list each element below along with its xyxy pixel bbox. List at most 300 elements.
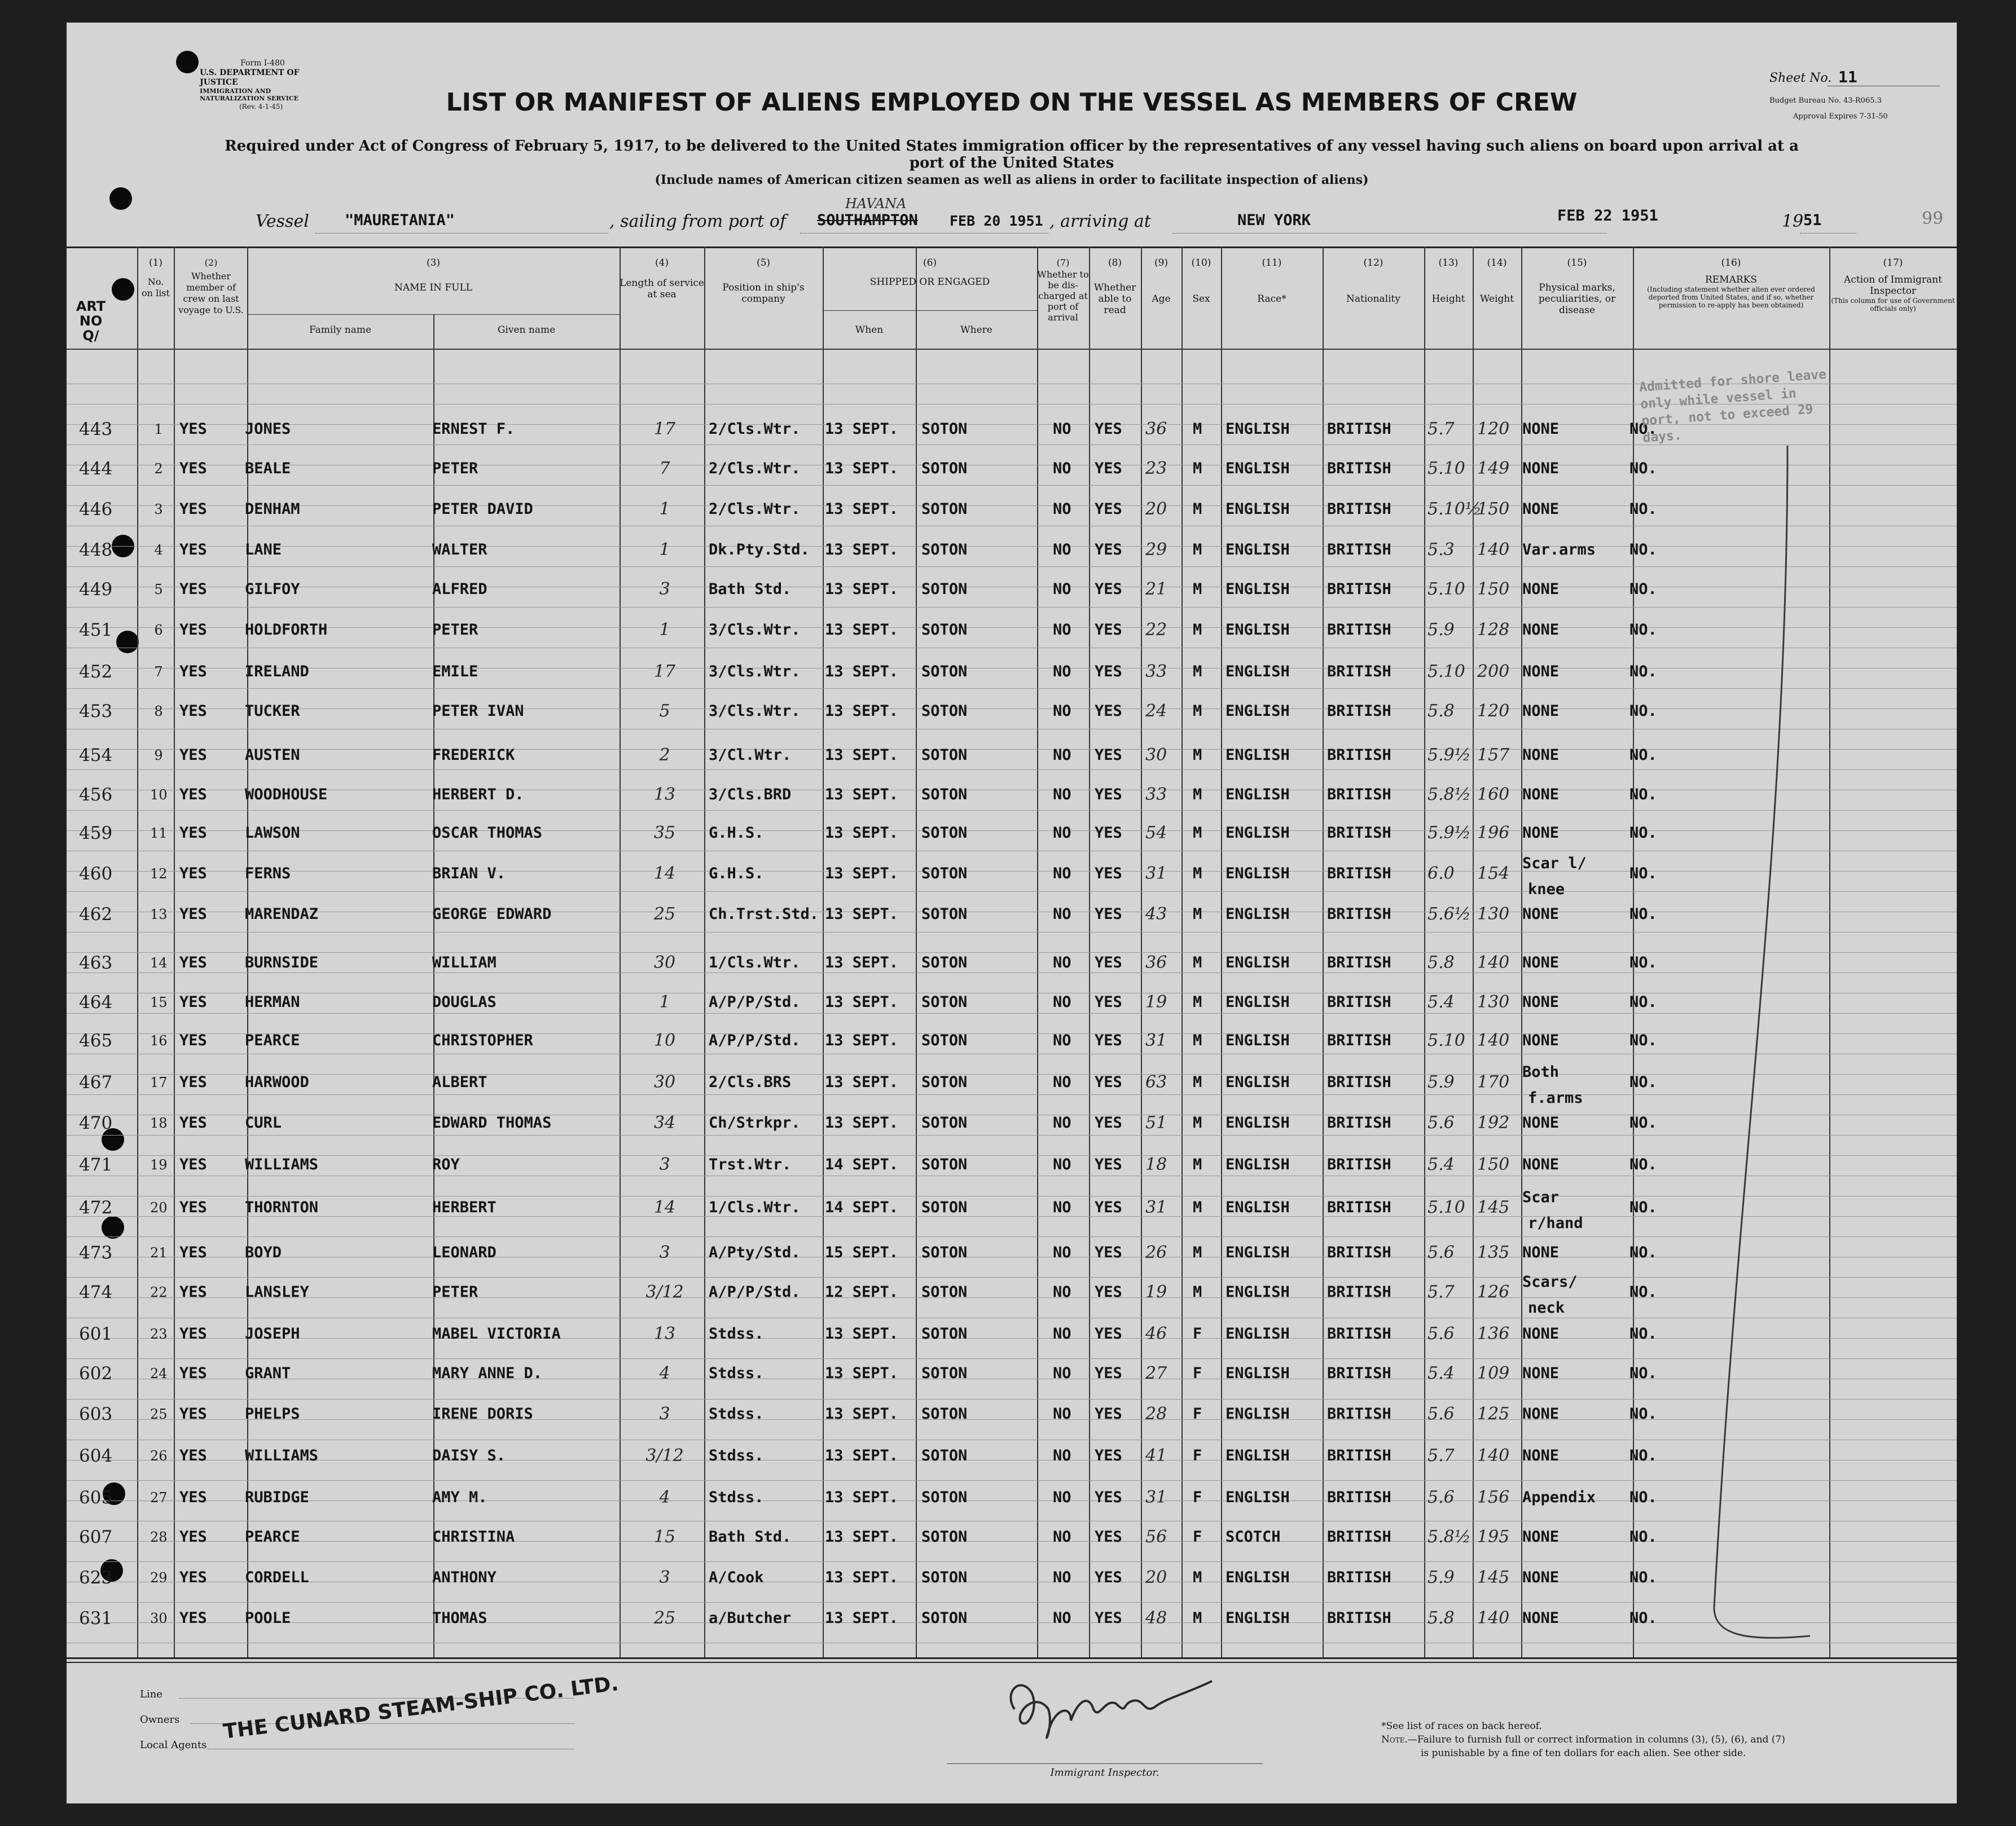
row-race: ENGLISH <box>1226 663 1290 680</box>
row-weight: 192 <box>1477 1113 1510 1133</box>
row-list-number: 9 <box>154 747 163 763</box>
row-discharged: NO <box>1053 1073 1071 1091</box>
row-race: ENGLISH <box>1226 621 1290 639</box>
row-discharged: NO <box>1053 1283 1071 1301</box>
row-weight: 135 <box>1477 1243 1510 1262</box>
row-discharged: NO <box>1053 905 1071 923</box>
row-weight: 136 <box>1477 1324 1510 1344</box>
row-age: 30 <box>1145 745 1167 765</box>
row-where: SOTON <box>921 1365 968 1382</box>
row-where: SOTON <box>921 905 968 923</box>
row-nationality: BRITISH <box>1327 1199 1391 1216</box>
row-given-name: MABEL VICTORIA <box>432 1325 561 1343</box>
row-race: ENGLISH <box>1226 1489 1290 1506</box>
row-when: 13 SEPT. <box>825 621 899 639</box>
row-discharged: NO <box>1053 541 1071 558</box>
row-sex: M <box>1193 905 1202 923</box>
row-physical-marks-line2: r/hand <box>1528 1215 1583 1232</box>
row-able-to-read: YES <box>1095 786 1122 803</box>
row-nationality: BRITISH <box>1327 702 1391 720</box>
row-when: 13 SEPT. <box>825 865 899 882</box>
row-weight: 109 <box>1477 1363 1510 1383</box>
row-weight: 145 <box>1477 1568 1510 1587</box>
row-length-of-service: 1 <box>659 620 670 640</box>
table-row <box>67 460 1957 494</box>
row-race: ENGLISH <box>1226 1032 1290 1049</box>
table-row <box>67 1529 1957 1563</box>
row-length-of-service: 14 <box>653 864 676 883</box>
row-nationality: BRITISH <box>1327 541 1391 558</box>
row-art-number: 448 <box>79 540 113 560</box>
row-position: A/P/P/Std. <box>709 1032 801 1049</box>
row-discharged: NO <box>1053 621 1071 639</box>
row-weight: 170 <box>1477 1072 1510 1092</box>
vessel-label: Vessel <box>256 212 309 231</box>
row-family-name: HERMAN <box>245 993 300 1011</box>
row-family-name: CURL <box>245 1114 282 1132</box>
row-list-number: 24 <box>150 1366 168 1381</box>
sheet-label: Sheet No. <box>1769 71 1832 85</box>
row-where: SOTON <box>921 786 968 803</box>
row-list-number: 22 <box>150 1284 168 1300</box>
row-last-voyage: YES <box>179 824 207 842</box>
row-physical-marks: NONE <box>1522 1447 1560 1464</box>
row-remarks: NO. <box>1630 1609 1657 1627</box>
row-nationality: BRITISH <box>1327 1325 1391 1343</box>
row-given-name: ERNEST F. <box>432 420 515 438</box>
row-given-name: PETER IVAN <box>432 702 524 720</box>
row-family-name: HARWOOD <box>245 1073 309 1091</box>
row-list-number: 16 <box>150 1033 168 1049</box>
table-row <box>67 622 1957 655</box>
header-sex: (10) Sex <box>1191 257 1211 305</box>
port-from: SOUTHAMPTON <box>817 212 918 229</box>
row-able-to-read: YES <box>1095 905 1122 923</box>
row-where: SOTON <box>921 954 968 971</box>
row-age: 28 <box>1145 1404 1167 1424</box>
row-given-name: DOUGLAS <box>432 993 497 1011</box>
row-family-name: JOSEPH <box>245 1325 300 1343</box>
header-able-to-read: (8) Whether able to read <box>1093 257 1136 316</box>
row-art-number: 460 <box>79 864 113 884</box>
row-sex: M <box>1193 954 1202 971</box>
row-height: 5.7 <box>1428 419 1455 439</box>
row-position: Stdss. <box>709 1365 764 1382</box>
row-family-name: WOODHOUSE <box>245 786 328 803</box>
row-list-number: 21 <box>150 1245 168 1261</box>
row-nationality: BRITISH <box>1327 1032 1391 1049</box>
row-sex: M <box>1193 460 1202 477</box>
row-when: 13 SEPT. <box>825 1447 899 1464</box>
row-height: 6.0 <box>1428 864 1455 883</box>
row-remarks: NO. <box>1630 500 1657 518</box>
row-sex: M <box>1193 1283 1202 1301</box>
row-physical-marks: Scar l/ <box>1522 855 1587 872</box>
row-weight: 130 <box>1477 992 1510 1012</box>
row-height: 5.9½ <box>1428 823 1471 843</box>
row-last-voyage: YES <box>179 1365 207 1382</box>
row-last-voyage: YES <box>179 905 207 923</box>
row-when: 13 SEPT. <box>825 1528 899 1546</box>
row-last-voyage: YES <box>179 460 207 477</box>
table-row <box>67 1063 1957 1108</box>
row-given-name: THOMAS <box>432 1609 487 1627</box>
row-family-name: TUCKER <box>245 702 300 720</box>
row-weight: 140 <box>1477 953 1510 973</box>
row-able-to-read: YES <box>1095 663 1122 680</box>
table-row <box>67 1115 1957 1149</box>
row-race: ENGLISH <box>1226 1447 1290 1464</box>
row-sex: M <box>1193 663 1202 680</box>
row-discharged: NO <box>1053 500 1071 518</box>
row-physical-marks-line2: neck <box>1528 1299 1565 1317</box>
row-physical-marks: NONE <box>1522 1569 1560 1586</box>
row-given-name: ANTHONY <box>432 1569 497 1586</box>
row-nationality: BRITISH <box>1327 865 1391 882</box>
row-position: Ch.Trst.Std. <box>709 905 819 923</box>
row-length-of-service: 10 <box>653 1031 676 1050</box>
header-last-voyage: (2) Whether member of crew on last voyage to U.S. <box>178 257 244 315</box>
row-physical-marks: NONE <box>1522 420 1560 438</box>
row-where: SOTON <box>921 1569 968 1586</box>
row-position: 3/Cl.Wtr. <box>709 746 792 764</box>
row-position: Stdss. <box>709 1489 764 1506</box>
row-height: 5.6 <box>1428 1324 1455 1344</box>
row-when: 13 SEPT. <box>825 500 899 518</box>
row-length-of-service: 4 <box>659 1363 670 1383</box>
row-discharged: NO <box>1053 1244 1071 1261</box>
row-list-number: 7 <box>154 664 163 680</box>
row-family-name: DENHAM <box>245 500 300 518</box>
table-row <box>67 663 1957 697</box>
row-art-number: 459 <box>79 823 113 843</box>
row-race: ENGLISH <box>1226 1325 1290 1343</box>
table-row <box>67 1326 1957 1359</box>
row-sex: M <box>1193 1156 1202 1173</box>
row-race: ENGLISH <box>1226 420 1290 438</box>
row-discharged: NO <box>1053 1156 1071 1173</box>
table-row <box>67 1406 1957 1440</box>
row-given-name: PETER <box>432 1283 478 1301</box>
row-physical-marks: Scar <box>1522 1189 1560 1206</box>
sheet-number: 11 <box>1838 68 1857 86</box>
row-weight: 200 <box>1477 662 1510 681</box>
row-family-name: MARENDAZ <box>245 905 319 923</box>
year-value: 51 <box>1803 212 1822 229</box>
row-weight: 125 <box>1477 1404 1510 1424</box>
vessel-name: "MAURETANIA" <box>345 212 455 229</box>
row-weight: 126 <box>1477 1282 1510 1302</box>
row-height: 5.3 <box>1428 540 1455 560</box>
row-able-to-read: YES <box>1095 1489 1122 1506</box>
row-when: 13 SEPT. <box>825 702 899 720</box>
row-age: 22 <box>1145 620 1167 640</box>
row-physical-marks: NONE <box>1522 500 1560 518</box>
row-height: 5.4 <box>1428 992 1455 1012</box>
row-race: ENGLISH <box>1226 1156 1290 1173</box>
row-art-number: 604 <box>79 1446 113 1466</box>
row-position: G.H.S. <box>709 865 764 882</box>
row-age: 56 <box>1145 1527 1167 1547</box>
row-physical-marks: Both <box>1522 1063 1560 1081</box>
row-weight: 160 <box>1477 785 1510 804</box>
row-age: 31 <box>1145 864 1167 883</box>
row-given-name: WILLIAM <box>432 954 497 971</box>
row-sex: M <box>1193 993 1202 1011</box>
row-weight: 140 <box>1477 1031 1510 1050</box>
row-age: 48 <box>1145 1608 1167 1628</box>
row-height: 5.10 <box>1428 459 1465 478</box>
row-sex: F <box>1193 1405 1202 1423</box>
row-height: 5.8 <box>1428 1608 1455 1628</box>
row-when: 13 SEPT. <box>825 905 899 923</box>
row-nationality: BRITISH <box>1327 1114 1391 1132</box>
row-age: 20 <box>1145 1568 1167 1587</box>
row-height: 5.7 <box>1428 1446 1455 1466</box>
row-art-number: 471 <box>79 1155 113 1175</box>
row-race: ENGLISH <box>1226 460 1290 477</box>
row-able-to-read: YES <box>1095 621 1122 639</box>
row-able-to-read: YES <box>1095 1447 1122 1464</box>
row-last-voyage: YES <box>179 1489 207 1506</box>
row-list-number: 10 <box>150 787 168 803</box>
row-where: SOTON <box>921 993 968 1011</box>
table-row <box>67 501 1957 535</box>
row-family-name: WILLIAMS <box>245 1447 319 1464</box>
row-given-name: WALTER <box>432 541 487 558</box>
row-weight: 130 <box>1477 904 1510 924</box>
row-position: A/P/P/Std. <box>709 1283 801 1301</box>
row-able-to-read: YES <box>1095 1405 1122 1423</box>
row-discharged: NO <box>1053 1569 1071 1586</box>
row-length-of-service: 1 <box>659 992 670 1012</box>
row-where: SOTON <box>921 1325 968 1343</box>
row-physical-marks: NONE <box>1522 954 1560 971</box>
table-row <box>67 581 1957 615</box>
row-where: SOTON <box>921 1405 968 1423</box>
row-sex: M <box>1193 1244 1202 1261</box>
row-where: SOTON <box>921 1609 968 1627</box>
row-sex: M <box>1193 500 1202 518</box>
approval-expires: Approval Expires 7-31-50 <box>1793 112 1888 121</box>
row-height: 5.9 <box>1428 1072 1455 1092</box>
row-length-of-service: 1 <box>659 499 670 519</box>
row-height: 5.8½ <box>1428 1527 1471 1547</box>
row-height: 5.10 <box>1428 1198 1465 1217</box>
row-discharged: NO <box>1053 1405 1071 1423</box>
row-last-voyage: YES <box>179 1528 207 1546</box>
subtitle-line: Required under Act of Congress of February 5, 1917, to be delivered to the United States immigration officer by the representatives of any vessel having such aliens on board upon arrival at a <box>225 138 1799 155</box>
row-length-of-service: 30 <box>653 1072 676 1092</box>
row-when: 13 SEPT. <box>825 1489 899 1506</box>
table-row <box>67 1610 1957 1644</box>
table-row <box>67 1447 1957 1481</box>
row-given-name: EDWARD THOMAS <box>432 1114 552 1132</box>
row-last-voyage: YES <box>179 1073 207 1091</box>
inspector-label: Immigrant Inspector. <box>1050 1767 1159 1779</box>
row-race: ENGLISH <box>1226 1405 1290 1423</box>
row-race: ENGLISH <box>1226 541 1290 558</box>
row-weight: 128 <box>1477 620 1510 640</box>
row-last-voyage: YES <box>179 1283 207 1301</box>
row-remarks: NO. <box>1630 905 1657 923</box>
row-list-number: 1 <box>154 421 163 437</box>
row-list-number: 13 <box>150 907 168 922</box>
punch-hole <box>109 187 132 210</box>
row-family-name: BOYD <box>245 1244 282 1261</box>
row-nationality: BRITISH <box>1327 1405 1391 1423</box>
row-able-to-read: YES <box>1095 1156 1122 1173</box>
row-art-number: 472 <box>79 1198 113 1218</box>
row-art-number: 465 <box>79 1031 113 1051</box>
agents-label: Local Agents <box>140 1739 207 1751</box>
row-discharged: NO <box>1053 1365 1071 1382</box>
row-sex: M <box>1193 746 1202 764</box>
row-able-to-read: YES <box>1095 500 1122 518</box>
row-where: SOTON <box>921 1447 968 1464</box>
row-nationality: BRITISH <box>1327 460 1391 477</box>
row-length-of-service: 30 <box>653 953 676 973</box>
row-remarks: NO. <box>1630 420 1657 438</box>
row-art-number: 449 <box>79 579 113 600</box>
row-list-number: 29 <box>150 1570 168 1586</box>
row-art-number: 473 <box>79 1243 113 1263</box>
header-nationality: (12) Nationality <box>1346 257 1400 305</box>
table-row <box>67 1032 1957 1066</box>
row-remarks: NO. <box>1630 1405 1657 1423</box>
row-physical-marks-line2: f.arms <box>1528 1089 1583 1107</box>
row-remarks: NO. <box>1630 1032 1657 1049</box>
row-physical-marks: NONE <box>1522 663 1560 680</box>
row-nationality: BRITISH <box>1327 905 1391 923</box>
row-height: 5.6 <box>1428 1243 1455 1262</box>
row-physical-marks: Appendix <box>1522 1489 1596 1506</box>
row-nationality: BRITISH <box>1327 746 1391 764</box>
row-able-to-read: YES <box>1095 954 1122 971</box>
row-art-number: 464 <box>79 992 113 1013</box>
row-discharged: NO <box>1053 1325 1071 1343</box>
row-nationality: BRITISH <box>1327 824 1391 842</box>
row-last-voyage: YES <box>179 1609 207 1627</box>
row-race: ENGLISH <box>1226 954 1290 971</box>
row-family-name: BURNSIDE <box>245 954 319 971</box>
row-sex: M <box>1193 865 1202 882</box>
row-position: 1/Cls.Wtr. <box>709 1199 801 1216</box>
table-row <box>67 1156 1957 1190</box>
year-label: 19 <box>1782 212 1804 231</box>
row-art-number: 467 <box>79 1072 113 1093</box>
row-race: ENGLISH <box>1226 702 1290 720</box>
row-sex: F <box>1193 1489 1202 1506</box>
row-race: ENGLISH <box>1226 1569 1290 1586</box>
row-physical-marks: Scars/ <box>1522 1273 1578 1291</box>
row-remarks: NO. <box>1630 1489 1657 1506</box>
row-position: Stdss. <box>709 1447 764 1464</box>
arriving-label: , arriving at <box>1049 212 1151 231</box>
row-remarks: NO. <box>1630 1244 1657 1261</box>
row-list-number: 17 <box>150 1075 168 1090</box>
row-when: 12 SEPT. <box>825 1283 899 1301</box>
row-last-voyage: YES <box>179 954 207 971</box>
row-remarks: NO. <box>1630 1199 1657 1216</box>
row-art-number: 463 <box>79 953 113 973</box>
row-last-voyage: YES <box>179 420 207 438</box>
row-given-name: FREDERICK <box>432 746 515 764</box>
header-age: (9) Age <box>1152 257 1171 305</box>
row-able-to-read: YES <box>1095 824 1122 842</box>
corner-number: 99 <box>1922 209 1944 228</box>
row-height: 5.6 <box>1428 1113 1455 1133</box>
row-last-voyage: YES <box>179 786 207 803</box>
row-discharged: NO <box>1053 954 1071 971</box>
remarks-brace-mark <box>1703 446 1816 1675</box>
row-position: Bath Std. <box>709 580 792 598</box>
table-row <box>67 855 1957 899</box>
row-where: SOTON <box>921 1244 968 1261</box>
row-able-to-read: YES <box>1095 1325 1122 1343</box>
row-where: SOTON <box>921 824 968 842</box>
row-length-of-service: 17 <box>653 419 676 439</box>
row-when: 13 SEPT. <box>825 580 899 598</box>
row-height: 5.9 <box>1428 620 1455 640</box>
table-row <box>67 747 1957 781</box>
row-where: SOTON <box>921 500 968 518</box>
row-position: Stdss. <box>709 1405 764 1423</box>
row-sex: M <box>1193 1032 1202 1049</box>
row-position: Dk.Pty.Std. <box>709 541 810 558</box>
row-art-number: 456 <box>79 785 113 805</box>
page-title: LIST OR MANIFEST OF ALIENS EMPLOYED ON THE VESSEL AS MEMBERS OF CREW <box>446 88 1578 117</box>
subtitle-line: port of the United States <box>909 155 1114 171</box>
row-last-voyage: YES <box>179 746 207 764</box>
row-age: 20 <box>1145 499 1167 519</box>
row-age: 19 <box>1145 992 1167 1012</box>
row-discharged: NO <box>1053 1114 1071 1132</box>
owners-label: Owners <box>140 1714 180 1726</box>
row-art-number: 605 <box>79 1488 113 1508</box>
row-able-to-read: YES <box>1095 1199 1122 1216</box>
row-position: 3/Cls.BRD <box>709 786 792 803</box>
row-art-number: 444 <box>79 459 113 479</box>
row-weight: 120 <box>1477 701 1510 721</box>
row-given-name: HERBERT <box>432 1199 497 1216</box>
row-art-number: 462 <box>79 904 113 925</box>
row-sex: M <box>1193 702 1202 720</box>
row-height: 5.10 <box>1428 662 1465 681</box>
punch-hole <box>176 51 199 73</box>
row-list-number: 11 <box>150 825 168 841</box>
row-discharged: NO <box>1053 746 1071 764</box>
table-row <box>67 1489 1957 1523</box>
row-position: 2/Cls.BRS <box>709 1073 792 1091</box>
row-discharged: NO <box>1053 702 1071 720</box>
row-sex: F <box>1193 1447 1202 1464</box>
row-last-voyage: YES <box>179 1569 207 1586</box>
row-discharged: NO <box>1053 824 1071 842</box>
row-list-number: 12 <box>150 866 168 882</box>
row-physical-marks: NONE <box>1522 1156 1560 1173</box>
row-race: ENGLISH <box>1226 993 1290 1011</box>
shore-leave-stamp: Admitted for shore leave only while vessel in port, not to exceed 29 days. <box>1639 367 1827 446</box>
row-nationality: BRITISH <box>1327 1365 1391 1382</box>
row-position: a/Butcher <box>709 1609 792 1627</box>
row-sex: M <box>1193 1114 1202 1132</box>
row-able-to-read: YES <box>1095 1114 1122 1132</box>
row-last-voyage: YES <box>179 1199 207 1216</box>
row-able-to-read: YES <box>1095 1244 1122 1261</box>
row-weight: 157 <box>1477 745 1510 765</box>
row-remarks: NO. <box>1630 702 1657 720</box>
